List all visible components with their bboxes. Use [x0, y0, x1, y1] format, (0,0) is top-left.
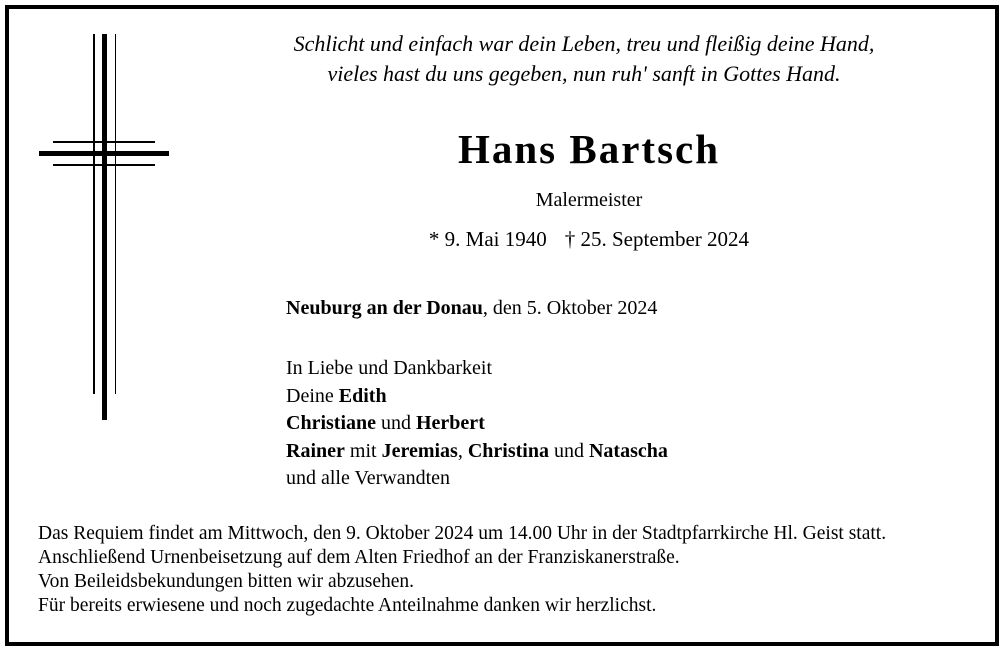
death-date: † 25. September 2024 — [564, 227, 750, 251]
note-requiem: Das Requiem findet am Mittwoch, den 9. Oktober 2024 um 14.00 Uhr in der Stadtpfarrkirche Hl. Geist statt. — [38, 523, 887, 544]
cross-right-line — [115, 34, 117, 394]
mourners-line-2 — [286, 410, 668, 438]
mourner-name-jeremias: Jeremias — [381, 439, 458, 462]
mourner-name-christina: Christina — [467, 439, 549, 462]
mourner-name-herbert: Herbert — [416, 412, 485, 434]
mourners-line-3-with: mit — [344, 439, 382, 462]
cross-icon — [39, 34, 169, 420]
mourners-closing: und alle Verwandten — [286, 467, 451, 489]
mourner-name-natascha: Natascha — [588, 439, 668, 462]
mourners-line-3-conjunction: und — [548, 439, 589, 462]
birth-date: * 9. Mai 1940 — [428, 227, 547, 251]
mourners-line-1-prefix: Deine — [286, 384, 339, 407]
mourners — [286, 355, 668, 493]
place-and-date — [286, 297, 657, 320]
cross-vertical-beam — [102, 34, 107, 420]
place-name: Neuburg an der Donau — [286, 297, 483, 319]
deceased-profession: Malermeister — [535, 189, 643, 211]
note-thanks: Für bereits erwiesene und noch zugedachte Anteilnahme danken wir herzlichst. — [38, 595, 657, 616]
mourners-intro: In Liebe und Dankbarkeit — [286, 357, 493, 379]
cross-left-line — [93, 34, 95, 394]
notice-date: , den 5. Oktober 2024 — [482, 297, 658, 319]
verse — [229, 29, 939, 89]
verse-line-1: Schlicht und einfach war dein Leben, treu und fleißig deine Hand, — [293, 31, 875, 56]
funeral-notes — [38, 522, 886, 618]
note-burial: Anschließend Urnenbeisetzung auf dem Alten Friedhof an der Franziskanerstraße. — [38, 547, 680, 568]
obituary-card — [5, 5, 999, 646]
mourner-name-rainer: Rainer — [286, 439, 345, 462]
mourners-line-1 — [286, 383, 668, 411]
deceased-name: Hans Bartsch — [457, 126, 721, 172]
note-condolences: Von Beileidsbekundungen bitten wir abzusehen. — [38, 571, 415, 592]
mourner-name-christiane: Christiane — [286, 412, 376, 434]
verse-line-2: vieles hast du uns gegeben, nun ruh' sanft in Gottes Hand. — [327, 61, 841, 86]
mourners-line-3 — [286, 438, 668, 466]
mourners-line-2-conjunction: und — [376, 412, 416, 434]
life-dates — [339, 227, 839, 252]
cross-horizontal-beam — [39, 151, 169, 156]
mourner-name-edith: Edith — [338, 384, 387, 407]
mourners-line-3-comma: , — [457, 439, 468, 462]
